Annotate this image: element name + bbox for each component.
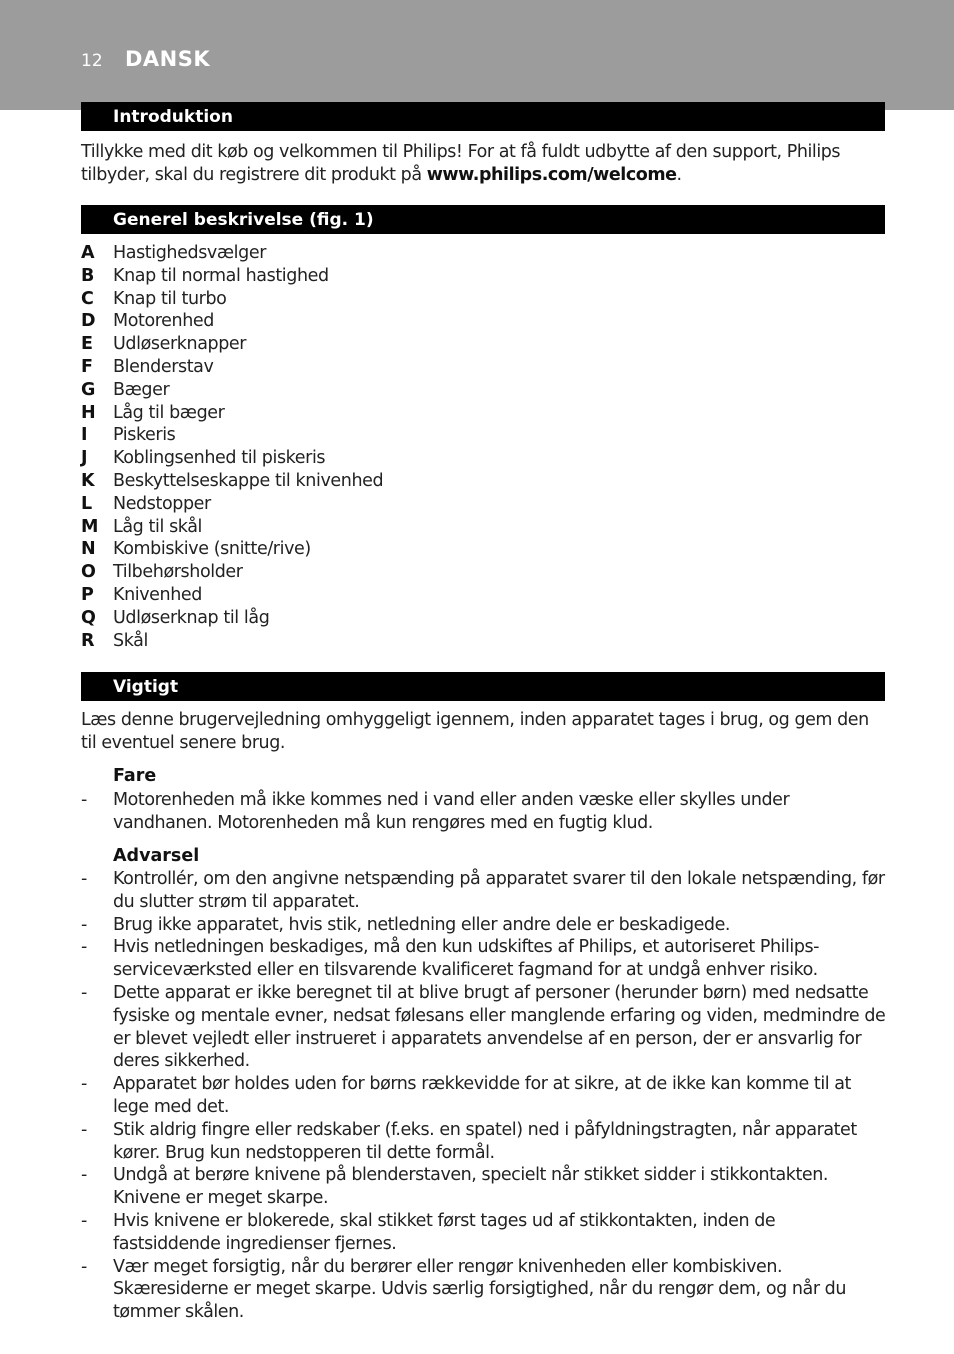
parts-list-item — [81, 380, 781, 403]
bullet-item — [81, 1256, 887, 1324]
parts-list-item — [81, 539, 781, 562]
part-label: Nedstopper — [113, 493, 211, 514]
parts-list-item — [81, 266, 781, 289]
bullet-item — [81, 1210, 887, 1256]
parts-list-item — [81, 334, 781, 357]
danger-list — [81, 789, 887, 835]
bullet-item — [81, 868, 887, 914]
bullet-dash: - — [81, 982, 87, 1003]
bullet-dash: - — [81, 1074, 87, 1095]
section-title: Vigtigt — [113, 677, 179, 697]
part-letter: L — [81, 493, 92, 514]
part-label: Kombiskive (snitte/rive) — [113, 539, 311, 560]
bullet-item — [81, 936, 887, 982]
part-label: Udløserknapper — [113, 334, 247, 355]
bullet-text: Hvis knivene er blokerede, skal stikket først tages ud af stikkontakten, inden de fastsiddende ingredienser fjernes. — [113, 1210, 776, 1254]
bullet-dash: - — [81, 1119, 87, 1140]
part-label: Skål — [113, 630, 148, 651]
parts-list-item — [81, 471, 781, 494]
part-letter: P — [81, 584, 94, 605]
parts-list-item — [81, 585, 781, 608]
bullet-text: Apparatet bør holdes uden for børns rækkevidde for at sikre, at de ikke kan komme til at lege med det. — [113, 1074, 851, 1117]
part-letter: E — [81, 334, 93, 355]
part-letter: A — [81, 243, 95, 263]
part-letter: M — [81, 516, 99, 537]
section-header-introduktion — [81, 102, 885, 131]
bullet-text: Stik aldrig fingre eller redskaber (f.eks. en spatel) ned i påfyldningstragten, når apparatet kører. Brug kun nedstopperen til dette formål. — [113, 1119, 857, 1163]
part-letter: C — [81, 288, 94, 309]
page-number: 12 — [81, 51, 103, 71]
parts-list-item — [81, 517, 781, 540]
part-label: Piskeris — [113, 425, 176, 446]
part-letter: N — [81, 539, 96, 560]
bullet-dash: - — [81, 1210, 87, 1231]
parts-list-item — [81, 631, 781, 654]
parts-list-item — [81, 403, 781, 426]
bullet-text: Dette apparat er ikke beregnet til at blive brugt af personer (herunder børn) med nedsatte fysiske og mentale evner, nedsat følesans eller manglende erfaring og viden, medmindre de er blevet vejledt eller instrueret i apparatets anvendelse af en person, der er ansvarlig for deres sikkerhed. — [113, 982, 886, 1072]
part-label: Tilbehørsholder — [113, 562, 243, 583]
section-title: Introduktion — [113, 107, 233, 127]
part-label: Motorenhed — [113, 311, 215, 332]
part-label: Koblingsenhed til piskeris — [113, 448, 326, 469]
bullet-text: Kontrollér, om den angivne netspænding på apparatet svarer til den lokale netspænding, før du slutter strøm til apparatet. — [113, 869, 885, 912]
parts-list-item — [81, 562, 781, 585]
part-letter: D — [81, 311, 96, 332]
bullet-item — [81, 1119, 887, 1165]
bullet-text: Hvis netledningen beskadiges, må den kun udskiftes af Philips, et autoriseret Philips-serviceværksted eller en tilsvarende kvalificeret fagmand for at undgå enhver risiko. — [113, 937, 820, 981]
part-letter: I — [81, 425, 88, 446]
bullet-dash: - — [81, 1165, 87, 1186]
bullet-text: Brug ikke apparatet, hvis stik, netledning eller andre dele er beskadigede. — [113, 914, 731, 935]
parts-list-item — [81, 608, 781, 631]
bullet-item — [81, 789, 887, 835]
part-letter: R — [81, 630, 95, 651]
part-letter: G — [81, 379, 95, 400]
bullet-text: Undgå at berøre knivene på blenderstaven, specielt når stikket sidder i stikkontakten. Knivene er meget skarpe. — [113, 1165, 828, 1209]
welcome-link[interactable]: www.philips.com/welcome — [426, 164, 677, 185]
part-letter: J — [81, 448, 88, 469]
section-title: Generel beskrivelse (fig. 1) — [113, 210, 374, 230]
part-label: Knap til normal hastighed — [113, 265, 329, 286]
section-header-vigtigt — [81, 672, 885, 701]
parts-list-item — [81, 243, 781, 266]
part-label: Blenderstav — [113, 356, 214, 377]
intro-text-end: . — [676, 164, 682, 185]
bullet-dash: - — [81, 1256, 87, 1277]
part-label: Beskyttelseskappe til knivenhed — [113, 470, 384, 491]
bullet-dash: - — [81, 914, 87, 935]
warning-list — [81, 868, 887, 1324]
part-label: Låg til bæger — [113, 402, 225, 423]
bullet-dash: - — [81, 790, 87, 810]
bullet-text: Motorenheden må ikke kommes ned i vand eller anden væske eller skylles under vandhanen. Motorenheden må kun rengøres med en fugtig klud. — [113, 790, 790, 833]
bullet-item — [81, 1164, 887, 1210]
part-letter: O — [81, 562, 96, 583]
intro-text: Tillykke med dit køb og velkommen til Philips! For at få fuldt udbytte af den support, Philips tilbyder, skal du registrere dit produkt på — [81, 142, 841, 185]
part-label: Låg til skål — [113, 516, 203, 537]
important-intro: Læs denne brugervejledning omhyggeligt igennem, inden apparatet tages i brug, og gem den til eventuel senere brug. — [81, 710, 869, 753]
warning-heading: Advarsel — [113, 846, 200, 866]
bullet-item — [81, 1073, 887, 1119]
part-letter: K — [81, 470, 95, 491]
parts-list-item — [81, 357, 781, 380]
bullet-text: Vær meget forsigtig, når du berører eller rengør knivenheden eller kombiskiven. Skæresiderne er meget skarpe. Udvis særlig forsigtighed, når du rengør dem, og når du tømmer skålen. — [113, 1256, 846, 1323]
part-letter: B — [81, 265, 94, 286]
part-letter: Q — [81, 607, 96, 628]
part-label: Knap til turbo — [113, 288, 227, 309]
part-label: Knivenhed — [113, 584, 203, 605]
bullet-dash: - — [81, 869, 87, 889]
intro-paragraph — [81, 141, 887, 187]
parts-list-item — [81, 311, 781, 334]
parts-list — [81, 243, 781, 653]
danger-heading: Fare — [113, 766, 157, 786]
parts-list-item — [81, 448, 781, 471]
part-label: Hastighedsvælger — [113, 243, 266, 263]
bullet-item — [81, 982, 887, 1073]
bullet-item — [81, 914, 887, 937]
page-language-title: DANSK — [125, 47, 211, 71]
part-letter: H — [81, 402, 96, 423]
section-header-generel-beskrivelse — [81, 205, 885, 234]
parts-list-item — [81, 494, 781, 517]
bullet-dash: - — [81, 937, 87, 958]
parts-list-item — [81, 425, 781, 448]
part-label: Udløserknap til låg — [113, 607, 270, 628]
part-label: Bæger — [113, 379, 170, 400]
part-letter: F — [81, 356, 93, 377]
parts-list-item — [81, 289, 781, 312]
